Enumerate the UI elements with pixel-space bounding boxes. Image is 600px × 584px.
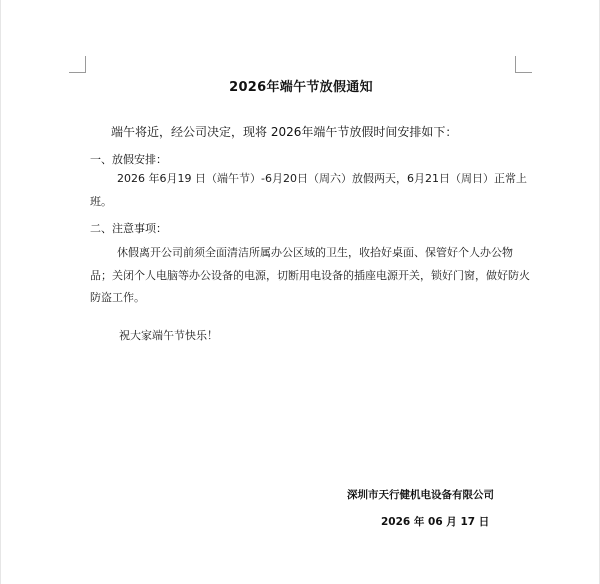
closing-wish: 祝大家端午节快乐！ [119,329,218,342]
arrangement-paragraph: 2026 年6月19 日（端午节）-6月20日（周六）放假两天，6月21日（周日）正常上班。 [90,172,527,208]
section-heading-notes: 二、注意事项： [90,222,167,235]
notes-paragraph: 休假离开公司前须全面清洁所属办公区域的卫生，收拾好桌面、保管好个人办公物品；关闭个人电脑等办公设备的电源，切断用电设备的插座电源开关，锁好门窗，做好防火防盗工作。 [90,246,530,304]
issue-date: 2026 年 06 月 17 日 [381,516,490,528]
section-heading-arrangement: 一、放假安排： [90,153,167,166]
document-title: 2026年端午节放假通知 [229,80,373,95]
company-signature: 深圳市天行健机电设备有限公司 [347,489,494,501]
intro-paragraph: 端午将近，经公司决定，现将 2026年端午节放假时间安排如下： [111,125,458,139]
